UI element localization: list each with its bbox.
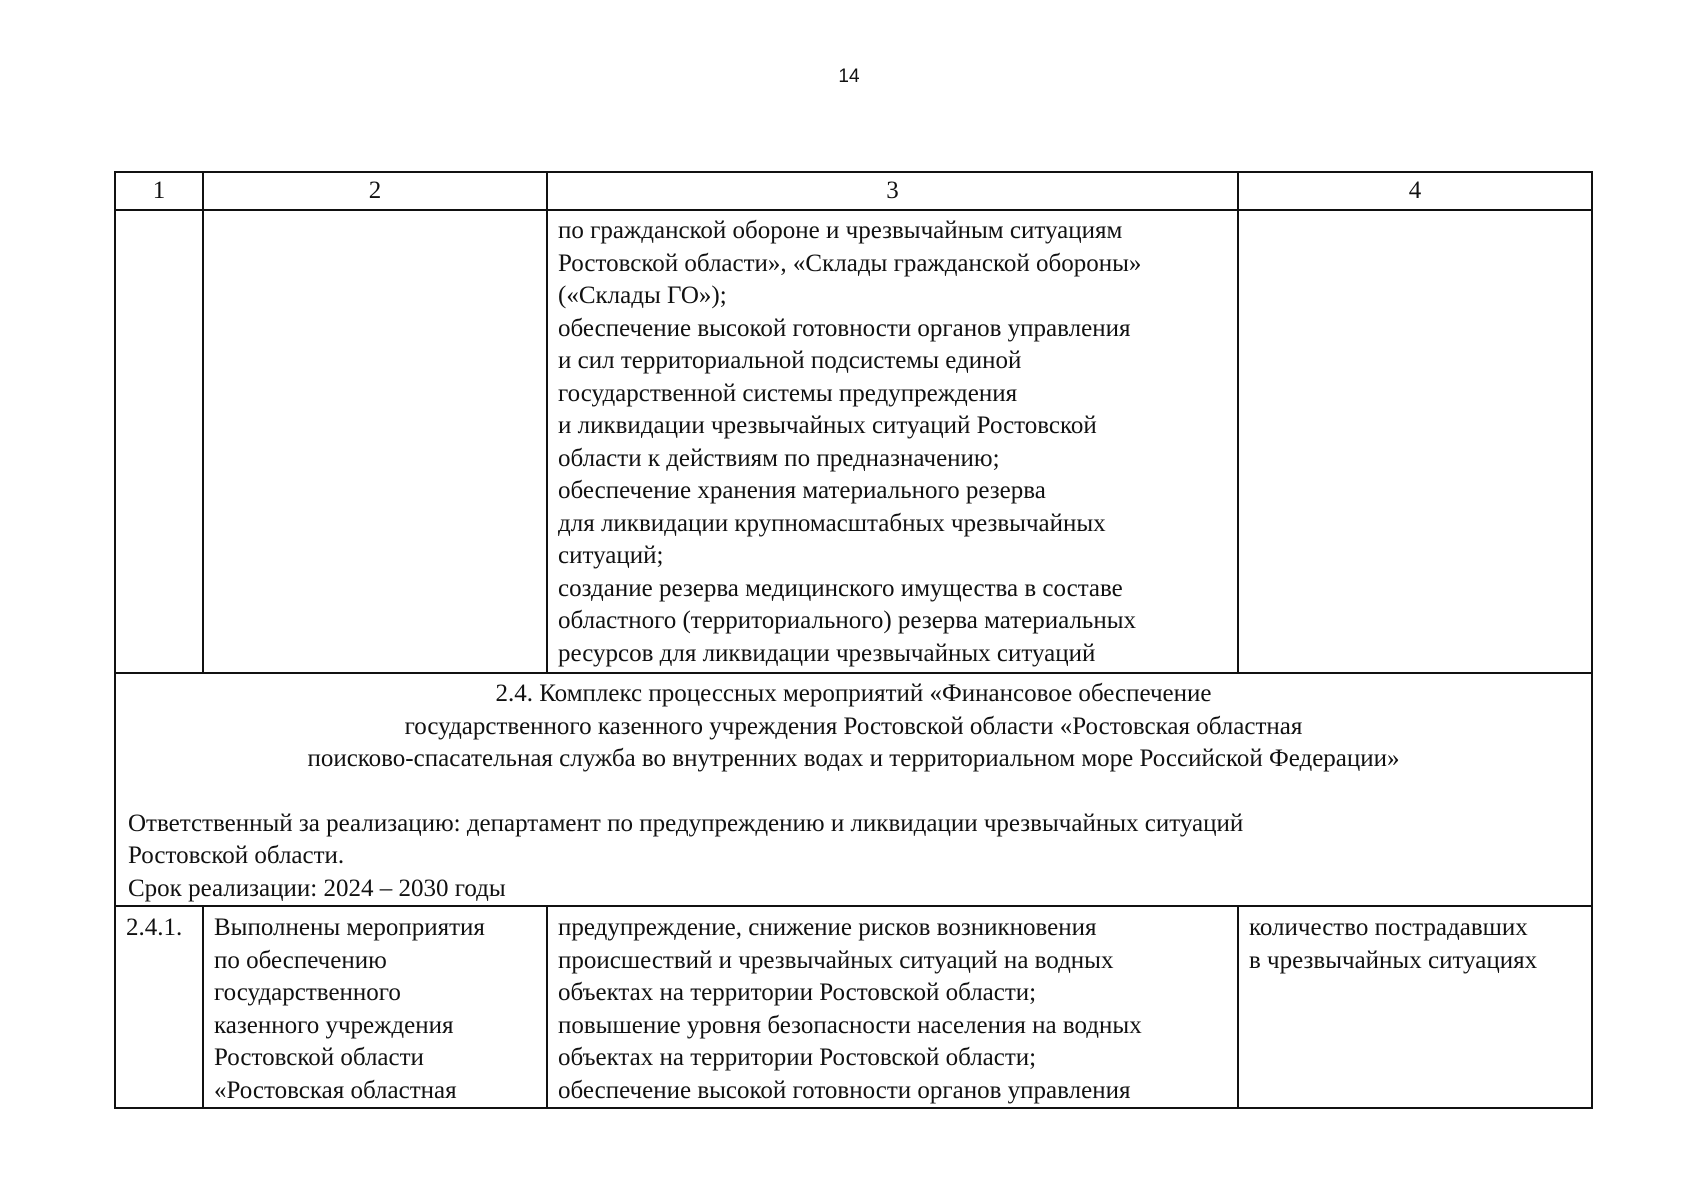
text-line: Выполнены мероприятия (214, 914, 485, 941)
section-info-line: Ответственный за реализацию: департамент по предупреждению и ликвидации чрезвычайных ситуаций (128, 809, 1244, 837)
page-number: 14 (838, 66, 860, 87)
table-row-2-4-1 (115, 906, 1592, 1108)
text-line: по обеспечению (214, 946, 387, 974)
measures-table (114, 171, 1593, 1109)
section-title (128, 678, 1579, 776)
cell-item-indicator (1238, 906, 1592, 1108)
header-cell-4: 4 (1238, 172, 1592, 210)
text-line: обеспечение высокой готовности органов управления (558, 1076, 1131, 1104)
cell-indicator-empty (1238, 210, 1592, 673)
text-line: объектах на территории Ростовской области; (558, 1044, 1037, 1071)
text-line: создание резерва медицинского имущества в составе (558, 574, 1123, 602)
header-cell-1: 1 (115, 172, 203, 210)
section-title-line: 2.4. Комплекс процессных мероприятий «Финансовое обеспечение (495, 680, 1212, 707)
text-line: Ростовской области», «Склады гражданской обороны» (558, 249, 1142, 277)
text-line: обеспечение хранения материального резерва (558, 477, 1046, 504)
text-line: казенного учреждения (214, 1011, 454, 1039)
text-line: происшествий и чрезвычайных ситуаций на водных (558, 946, 1114, 974)
section-title-line: государственного казенного учреждения Ростовской области «Ростовская областная (404, 712, 1303, 740)
header-cell-2: 2 (203, 172, 547, 210)
text-line: «Ростовская областная (214, 1076, 457, 1104)
text-line: («Склады ГО»); (558, 282, 727, 309)
cell-number-empty (115, 210, 203, 673)
cell-item-event (203, 906, 547, 1108)
text-line: по гражданской обороне и чрезвычайным ситуациям (558, 217, 1123, 244)
section-info-line: Ростовской области. (128, 842, 345, 869)
text-line: обеспечение высокой готовности органов управления (558, 314, 1131, 342)
text-line: и ликвидации чрезвычайных ситуаций Ростовской (558, 412, 1097, 439)
text-line: ресурсов для ликвидации чрезвычайных ситуаций (558, 639, 1096, 667)
cell-item-number: 2.4.1. (115, 906, 203, 1108)
text-line: в чрезвычайных ситуациях (1249, 946, 1538, 974)
cell-event-empty (203, 210, 547, 673)
cell-item-description (547, 906, 1238, 1108)
text-line: государственного (214, 979, 401, 1006)
text-line: области к действиям по предназначению; (558, 444, 1000, 472)
text-line: и сил территориальной подсистемы единой (558, 347, 1022, 374)
cell-description-continued (547, 210, 1238, 673)
text-line: повышение уровня безопасности населения на водных (558, 1011, 1142, 1039)
text-line: для ликвидации крупномасштабных чрезвычайных (558, 509, 1106, 537)
text-line: областного (территориального) резерва материальных (558, 607, 1136, 634)
section-info (128, 808, 1579, 906)
text-line: количество пострадавших (1249, 914, 1528, 941)
text-line: ситуаций; (558, 542, 664, 569)
table-header-row (115, 172, 1592, 210)
text-line: государственной системы предупреждения (558, 379, 1018, 407)
text-line: предупреждение, снижение рисков возникновения (558, 914, 1097, 941)
header-cell-3: 3 (547, 172, 1238, 210)
text-line: Ростовской области (214, 1044, 424, 1071)
section-title-line: поисково-спасательная служба во внутренних водах и территориальном море Российской Федерации» (307, 745, 1400, 772)
table-row-section (115, 673, 1592, 906)
section-cell (115, 673, 1592, 906)
text-line: объектах на территории Ростовской области; (558, 979, 1037, 1006)
table-row-continued (115, 210, 1592, 673)
section-info-line: Срок реализации: 2024 – 2030 годы (128, 874, 506, 902)
